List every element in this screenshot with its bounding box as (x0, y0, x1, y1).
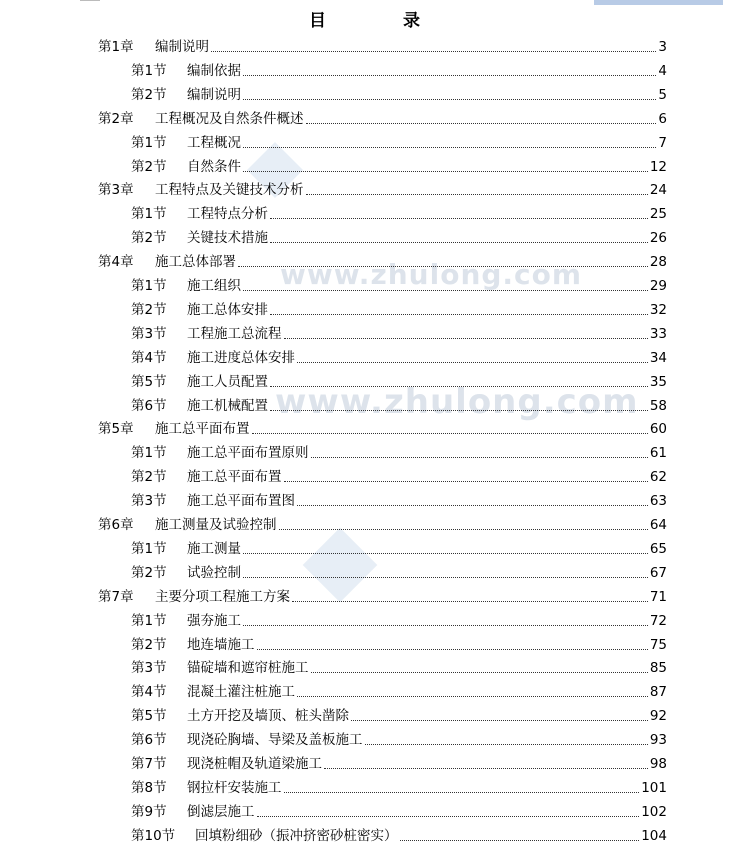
chapter-page-number: 24 (649, 182, 667, 199)
section-number: 第2节 (131, 158, 167, 175)
section-number: 第1节 (131, 612, 167, 629)
section-title: 施工测量 (187, 540, 241, 557)
dot-leader (297, 362, 648, 363)
dot-leader (252, 433, 648, 434)
toc-section-row[interactable] (0, 371, 731, 395)
toc-title: 目 录 (309, 11, 450, 31)
chapter-page-number: 60 (649, 421, 667, 438)
chapter-number: 第2章 (98, 110, 134, 127)
section-title: 施工总平面布置原则 (187, 445, 309, 462)
toc-chapter-row[interactable] (0, 586, 731, 610)
toc-section-row[interactable] (0, 466, 731, 490)
toc-section-row[interactable] (0, 442, 731, 466)
chapter-number: 第6章 (98, 517, 134, 533)
section-page-number: 25 (649, 206, 667, 223)
section-title: 施工组织 (187, 278, 241, 294)
dot-leader (284, 338, 648, 339)
section-page-number: 5 (658, 86, 667, 103)
corner-mark (80, 0, 100, 3)
dot-leader (292, 601, 648, 602)
section-page-number: 65 (649, 540, 667, 557)
toc-section-row[interactable] (0, 203, 731, 227)
section-title: 施工进度总体安排 (187, 349, 295, 366)
chapter-title: 施工测量及试验控制 (155, 517, 277, 533)
toc-chapter-row[interactable] (0, 514, 731, 538)
toc-chapter-row[interactable] (0, 418, 731, 442)
section-page-number: 61 (649, 445, 667, 462)
section-page-number: 98 (649, 756, 667, 772)
chapter-page-number: 28 (649, 254, 667, 271)
section-number: 第1节 (131, 134, 167, 151)
section-number: 第2节 (131, 636, 167, 653)
dot-leader (270, 242, 648, 243)
dot-leader (243, 577, 648, 578)
window-accent-bar (594, 0, 723, 5)
section-page-number: 92 (649, 708, 667, 725)
section-title: 编制说明 (187, 86, 241, 103)
section-number: 第1节 (131, 445, 167, 462)
section-number: 第1节 (131, 62, 167, 79)
section-number: 第2节 (131, 86, 167, 103)
section-title: 土方开挖及墙顶、桩头凿除 (187, 708, 349, 725)
toc-section-row[interactable] (0, 156, 731, 180)
section-page-number: 101 (641, 779, 667, 796)
chapter-page-number: 71 (649, 588, 667, 605)
dot-leader (365, 744, 648, 745)
section-number: 第9节 (131, 803, 167, 820)
toc-section-row[interactable] (0, 395, 731, 419)
section-title: 试验控制 (187, 564, 241, 581)
section-page-number: 63 (649, 493, 667, 510)
dot-leader (243, 553, 648, 554)
section-page-number: 85 (649, 660, 667, 677)
section-number: 第3节 (131, 325, 167, 342)
dot-leader (211, 51, 656, 52)
section-number: 第4节 (131, 349, 167, 366)
section-page-number: 35 (649, 373, 667, 390)
toc-section-row[interactable] (0, 562, 731, 586)
section-page-number: 32 (649, 301, 667, 318)
toc-section-row[interactable] (0, 132, 731, 156)
section-number: 第1节 (131, 278, 167, 294)
toc-chapter-row[interactable] (0, 251, 731, 275)
toc-section-row[interactable] (0, 825, 731, 849)
section-title: 锚碇墙和遮帘桩施工 (187, 660, 309, 677)
section-number: 第2节 (131, 301, 167, 318)
dot-leader (311, 457, 648, 458)
dot-leader (284, 481, 648, 482)
section-page-number: 12 (649, 158, 667, 175)
chapter-page-number: 64 (649, 517, 667, 533)
section-number: 第2节 (131, 230, 167, 247)
section-number: 第10节 (131, 827, 176, 844)
section-page-number: 104 (641, 827, 667, 844)
section-page-number: 7 (658, 134, 667, 151)
dot-leader (257, 649, 648, 650)
chapter-number: 第4章 (98, 254, 134, 271)
toc-section-row[interactable] (0, 323, 731, 347)
section-page-number: 33 (649, 325, 667, 342)
section-number: 第1节 (131, 540, 167, 557)
chapter-page-number: 3 (658, 39, 667, 55)
section-number: 第4节 (131, 684, 167, 701)
section-number: 第2节 (131, 469, 167, 486)
toc-chapter-row[interactable] (0, 179, 731, 203)
toc-chapter-row[interactable] (0, 108, 731, 132)
toc-section-row[interactable] (0, 801, 731, 825)
toc-section-row[interactable] (0, 729, 731, 753)
dot-leader (238, 266, 648, 267)
dot-leader (297, 505, 648, 506)
section-title: 工程概况 (187, 134, 241, 151)
section-number: 第1节 (131, 206, 167, 223)
section-page-number: 67 (649, 564, 667, 581)
section-page-number: 4 (658, 62, 667, 79)
dot-leader (243, 290, 648, 291)
chapter-title: 施工总体部署 (155, 254, 236, 271)
dot-leader (297, 696, 648, 697)
section-page-number: 75 (649, 636, 667, 653)
section-page-number: 87 (649, 684, 667, 701)
section-title: 施工总平面布置 (187, 469, 282, 486)
toc-section-row[interactable] (0, 538, 731, 562)
section-title: 地连墙施工 (187, 636, 255, 653)
section-number: 第5节 (131, 708, 167, 725)
section-title: 施工人员配置 (187, 373, 268, 390)
toc-section-row[interactable] (0, 610, 731, 634)
toc-section-row[interactable] (0, 84, 731, 108)
chapter-number: 第7章 (98, 588, 134, 605)
section-number: 第3节 (131, 493, 167, 510)
dot-leader (270, 218, 648, 219)
chapter-title: 工程概况及自然条件概述 (155, 110, 304, 127)
section-number: 第5节 (131, 373, 167, 390)
chapter-title: 主要分项工程施工方案 (155, 588, 290, 605)
dot-leader (279, 529, 648, 530)
toc-section-row[interactable] (0, 347, 731, 371)
section-title: 施工总体安排 (187, 301, 268, 318)
dot-leader (270, 314, 648, 315)
section-page-number: 72 (649, 612, 667, 629)
section-number: 第8节 (131, 779, 167, 796)
toc-section-row[interactable] (0, 657, 731, 681)
toc-section-row[interactable] (0, 490, 731, 514)
dot-leader (243, 171, 648, 172)
chapter-title: 施工总平面布置 (155, 421, 250, 438)
section-number: 第6节 (131, 397, 167, 414)
section-number: 第2节 (131, 564, 167, 581)
section-title: 倒滤层施工 (187, 803, 255, 820)
chapter-number: 第5章 (98, 421, 134, 438)
dot-leader (243, 625, 648, 626)
toc-section-row[interactable] (0, 705, 731, 729)
section-page-number: 102 (641, 803, 667, 820)
chapter-page-number: 6 (658, 110, 667, 127)
chapter-title: 工程特点及关键技术分析 (155, 182, 304, 199)
dot-leader (351, 720, 648, 721)
section-title: 钢拉杆安装施工 (187, 779, 282, 796)
section-title: 现浇桩帽及轨道梁施工 (187, 756, 322, 772)
toc-section-row[interactable] (0, 777, 731, 801)
toc-section-row[interactable] (0, 299, 731, 323)
toc-section-row[interactable] (0, 634, 731, 658)
section-title: 施工机械配置 (187, 397, 268, 414)
dot-leader (270, 410, 648, 411)
toc-section-row[interactable] (0, 753, 731, 777)
section-title: 编制依据 (187, 62, 241, 79)
dot-leader (306, 194, 648, 195)
dot-leader (257, 816, 639, 817)
section-page-number: 62 (649, 469, 667, 486)
dot-leader (284, 792, 639, 793)
dot-leader (270, 386, 648, 387)
toc-chapter-row[interactable] (0, 36, 731, 60)
dot-leader (311, 672, 648, 673)
dot-leader (306, 123, 656, 124)
section-title: 关键技术措施 (187, 230, 268, 247)
section-page-number: 58 (649, 397, 667, 414)
toc-section-row[interactable] (0, 681, 731, 705)
watermark-text-1: www.zhulong.com (280, 258, 583, 291)
dot-leader (243, 147, 656, 148)
section-number: 第7节 (131, 756, 167, 772)
section-title: 回填粉细砂（振冲挤密砂桩密实） (195, 827, 398, 844)
section-page-number: 26 (649, 230, 667, 247)
dot-leader (400, 840, 639, 841)
watermark-text-2: www.zhulong.com (275, 382, 639, 422)
section-title: 工程特点分析 (187, 206, 268, 223)
section-page-number: 93 (649, 732, 667, 749)
chapter-title: 编制说明 (155, 39, 209, 55)
toc-section-row[interactable] (0, 275, 731, 299)
section-title: 强夯施工 (187, 612, 241, 629)
section-number: 第6节 (131, 732, 167, 749)
section-page-number: 34 (649, 349, 667, 366)
section-title: 混凝土灌注桩施工 (187, 684, 295, 701)
section-title: 自然条件 (187, 158, 241, 175)
dot-leader (243, 99, 656, 100)
dot-leader (243, 75, 656, 76)
section-title: 施工总平面布置图 (187, 493, 295, 510)
section-title: 现浇砼胸墙、导梁及盖板施工 (187, 732, 363, 749)
section-page-number: 29 (649, 278, 667, 294)
chapter-number: 第3章 (98, 182, 134, 199)
toc-section-row[interactable] (0, 60, 731, 84)
dot-leader (324, 768, 648, 769)
toc-section-row[interactable] (0, 227, 731, 251)
chapter-number: 第1章 (98, 39, 134, 55)
section-number: 第3节 (131, 660, 167, 677)
section-title: 工程施工总流程 (187, 325, 282, 342)
